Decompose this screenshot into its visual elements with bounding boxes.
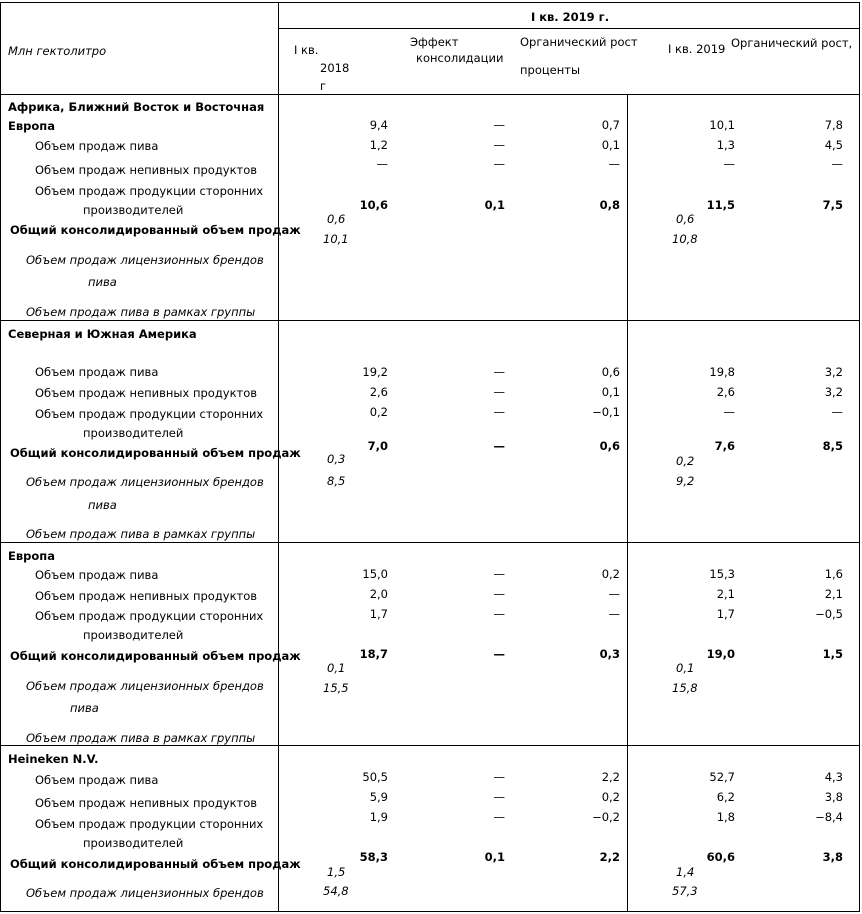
cell: — — [493, 138, 505, 152]
cell-total: 7,6 — [714, 439, 735, 453]
row-label-total: Общий консолидированный объем продаж — [10, 649, 301, 663]
cell-total: 7,5 — [822, 198, 843, 212]
cell: 0,2 — [601, 567, 620, 581]
cell: 50,5 — [362, 770, 388, 784]
cell-total: 18,7 — [359, 647, 388, 661]
cell-total: 10,6 — [359, 198, 388, 212]
cell: 1,8 — [716, 810, 735, 824]
cell-group: 8,5 — [327, 474, 346, 488]
col3-header-line1: Органический рост — [520, 35, 638, 49]
cell: 0,1 — [601, 385, 620, 399]
cell-total: 0,1 — [484, 850, 505, 864]
cell: — — [493, 118, 505, 132]
cell-total: 58,3 — [359, 850, 388, 864]
cell-licensed: 0,2 — [676, 454, 695, 468]
cell-total: 19,0 — [706, 647, 735, 661]
col1-header-line3: г — [320, 79, 327, 93]
cell: — — [493, 157, 505, 171]
cell-group: 15,8 — [672, 681, 698, 695]
cell-total: 0,1 — [484, 198, 505, 212]
cell: 1,2 — [369, 138, 388, 152]
cell-total: 0,8 — [599, 198, 620, 212]
cell: 0,2 — [369, 405, 388, 419]
col5-header: Органический рост, — [731, 36, 853, 50]
cell-group: 10,1 — [323, 232, 349, 246]
border-left — [0, 2, 1, 912]
cell-licensed: 0,6 — [676, 212, 695, 226]
cell: −8,4 — [815, 810, 843, 824]
header-separator — [278, 28, 860, 29]
cell-licensed: 1,4 — [676, 865, 695, 879]
cell: 15,0 — [362, 567, 388, 581]
cell: 0,2 — [601, 790, 620, 804]
header-bottom — [0, 94, 860, 95]
cell: 15,3 — [709, 567, 735, 581]
cell: — — [493, 405, 505, 419]
cell: −0,2 — [592, 810, 620, 824]
cell: 1,3 — [716, 138, 735, 152]
cell-group: 54,8 — [323, 884, 349, 898]
cell-licensed: 0,1 — [676, 661, 695, 675]
row-label-header: Млн гектолитро — [8, 44, 107, 58]
row-label-beer: Объем продаж пива — [35, 365, 159, 379]
section-separator-2 — [0, 542, 860, 543]
cell: 2,0 — [369, 587, 388, 601]
row-label-group: Объем продаж пива в рамках группы — [26, 731, 256, 745]
row-label-beer: Объем продаж пива — [35, 568, 159, 582]
row-label-nonbeer: Объем продаж непивных продуктов — [35, 163, 258, 177]
cell: — — [831, 157, 843, 171]
row-label-licensed: Объем продаж лицензионных брендов — [26, 679, 264, 693]
cell-licensed: 0,6 — [327, 212, 346, 226]
cell: — — [493, 790, 505, 804]
cell-total: — — [493, 439, 505, 453]
cell: 4,3 — [824, 770, 843, 784]
cell: — — [493, 810, 505, 824]
row-label-third-party: Объем продаж продукции сторонних — [35, 609, 264, 623]
col3-header-line2: проценты — [520, 63, 581, 77]
cell: 3,2 — [824, 365, 843, 379]
cell-total: 0,6 — [599, 439, 620, 453]
cell: 0,7 — [601, 118, 620, 132]
row-label-licensed: Объем продаж лицензионных брендов — [26, 886, 264, 900]
cell: 19,8 — [709, 365, 735, 379]
cell: — — [493, 385, 505, 399]
row-label-nonbeer: Объем продаж непивных продуктов — [35, 386, 258, 400]
col2-header-line1: Эффект — [410, 35, 459, 49]
row-label-licensed: Объем продаж лицензионных брендов — [26, 253, 264, 267]
region-name: Северная и Южная Америка — [8, 327, 197, 341]
cell-total: 11,5 — [706, 198, 735, 212]
cell: 7,8 — [824, 118, 843, 132]
row-label-licensed-continued: пива — [88, 275, 117, 289]
border-right — [859, 2, 860, 912]
cell: — — [831, 405, 843, 419]
region-name: Африка, Ближний Восток и Восточная — [8, 100, 265, 114]
row-label-third-party-continued: производителей — [83, 628, 184, 642]
row-label-nonbeer: Объем продаж непивных продуктов — [35, 589, 258, 603]
cell: 1,7 — [369, 607, 388, 621]
cell: — — [608, 157, 620, 171]
cell: 10,1 — [709, 118, 735, 132]
cell-group: 9,2 — [676, 474, 695, 488]
col2-header-line2: консолидации — [416, 51, 504, 65]
cell-total: 1,5 — [822, 647, 843, 661]
row-label-third-party: Объем продаж продукции сторонних — [35, 184, 264, 198]
region-name: Heineken N.V. — [8, 752, 99, 766]
cell-total: 3,8 — [822, 850, 843, 864]
row-label-third-party-continued: производителей — [83, 203, 184, 217]
cell: 3,8 — [824, 790, 843, 804]
cell: 19,2 — [362, 365, 388, 379]
row-label-total: Общий консолидированный объем продаж — [10, 223, 301, 237]
cell: — — [608, 587, 620, 601]
row-label-third-party: Объем продаж продукции сторонних — [35, 407, 264, 421]
cell: 2,1 — [716, 587, 735, 601]
col1-header-line1: I кв. — [294, 43, 319, 57]
row-label-licensed-continued: пива — [70, 701, 99, 715]
cell: — — [493, 365, 505, 379]
row-label-group: Объем продаж пива в рамках группы — [26, 527, 256, 541]
cell: 3,2 — [824, 385, 843, 399]
row-label-third-party: Объем продаж продукции сторонних — [35, 817, 264, 831]
cell: 2,6 — [369, 385, 388, 399]
row-label-beer: Объем продаж пива — [35, 773, 159, 787]
cell-total: 2,2 — [599, 850, 620, 864]
cell: 1,9 — [369, 810, 388, 824]
cell-total: — — [493, 647, 505, 661]
col4-header: I кв. 2019 — [668, 42, 726, 56]
cell: — — [493, 587, 505, 601]
cell: 2,6 — [716, 385, 735, 399]
border-top — [0, 2, 860, 3]
row-label-nonbeer: Объем продаж непивных продуктов — [35, 796, 258, 810]
row-label-total: Общий консолидированный объем продаж — [10, 857, 301, 871]
cell: — — [493, 567, 505, 581]
cell: 52,7 — [709, 770, 735, 784]
cell-licensed: 0,1 — [327, 661, 346, 675]
cell: 2,1 — [824, 587, 843, 601]
border-bottom — [0, 911, 860, 912]
cell: — — [608, 607, 620, 621]
section-separator-1 — [0, 320, 860, 321]
cell-group: 10,8 — [672, 232, 698, 246]
cell-total: 8,5 — [822, 439, 843, 453]
cell: — — [723, 405, 735, 419]
cell: 6,2 — [716, 790, 735, 804]
row-label-group: Объем продаж пива в рамках группы — [26, 305, 256, 319]
cell: 0,6 — [601, 365, 620, 379]
row-label-third-party-continued: производителей — [83, 426, 184, 440]
cell-total: 7,0 — [367, 439, 388, 453]
cell: −0,5 — [815, 607, 843, 621]
section-separator-3 — [0, 745, 860, 746]
cell: 4,5 — [824, 138, 843, 152]
cell: 0,1 — [601, 138, 620, 152]
row-label-total: Общий консолидированный объем продаж — [10, 446, 301, 460]
row-label-licensed-continued: пива — [88, 498, 117, 512]
cell-group: 15,5 — [323, 681, 349, 695]
region-name-continued: Европа — [8, 119, 55, 133]
cell: 2,2 — [601, 770, 620, 784]
cell-licensed: 0,3 — [327, 452, 346, 466]
col1-header-line2: 2018 — [320, 61, 350, 75]
cell-group: 57,3 — [672, 884, 698, 898]
row-label-licensed: Объем продаж лицензионных брендов — [26, 475, 264, 489]
cell: — — [723, 157, 735, 171]
cell: 9,4 — [369, 118, 388, 132]
cell-licensed: 1,5 — [327, 865, 346, 879]
cell-total: 60,6 — [706, 850, 735, 864]
row-label-beer: Объем продаж пива — [35, 139, 159, 153]
cell: −0,1 — [592, 405, 620, 419]
divider-col2 — [627, 94, 628, 912]
cell: 5,9 — [369, 790, 388, 804]
period-header: I кв. 2019 г. — [530, 10, 610, 24]
cell: 1,6 — [824, 567, 843, 581]
cell: — — [376, 157, 388, 171]
cell-total: 0,3 — [599, 647, 620, 661]
cell: 1,7 — [716, 607, 735, 621]
cell: — — [493, 607, 505, 621]
row-label-third-party-continued: производителей — [83, 836, 184, 850]
region-name: Европа — [8, 549, 55, 563]
cell: — — [493, 770, 505, 784]
